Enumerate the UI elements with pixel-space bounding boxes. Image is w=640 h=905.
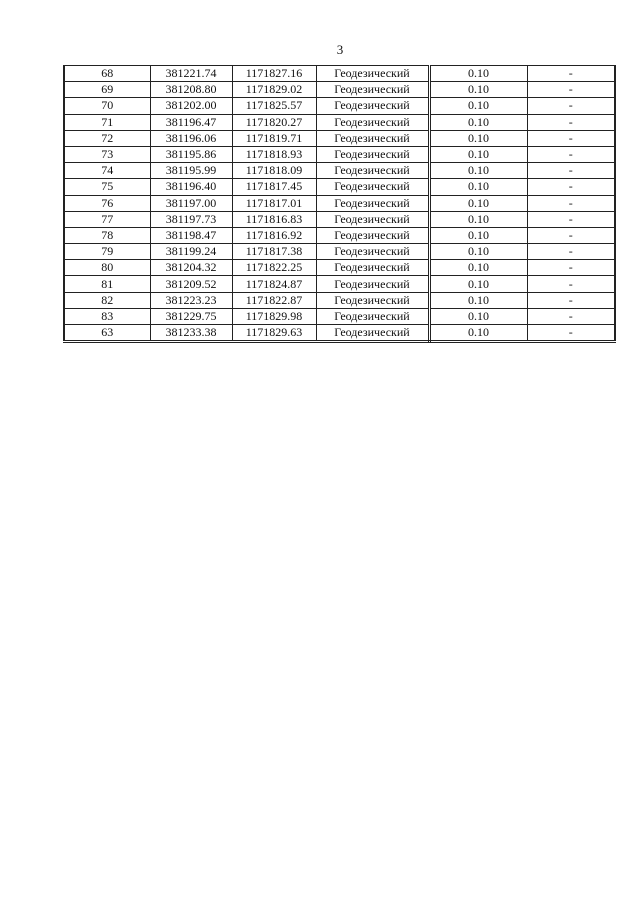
- y-coordinate-cell: 1171822.25: [232, 260, 316, 276]
- description-cell: -: [527, 325, 615, 342]
- y-coordinate-cell: 1171825.57: [232, 98, 316, 114]
- accuracy-cell: 0.10: [429, 260, 527, 276]
- y-coordinate-cell: 1171817.38: [232, 244, 316, 260]
- description-cell: -: [527, 82, 615, 98]
- point-number-cell: 71: [64, 114, 150, 130]
- method-cell: Геодезический: [316, 98, 429, 114]
- table-row: [64, 163, 615, 179]
- accuracy-cell: 0.10: [429, 179, 527, 195]
- point-number-cell: 73: [64, 146, 150, 162]
- point-number-cell: 63: [64, 325, 150, 342]
- x-coordinate-cell: 381204.32: [150, 260, 232, 276]
- description-cell: -: [527, 195, 615, 211]
- table-row: [64, 130, 615, 146]
- x-coordinate-cell: 381196.47: [150, 114, 232, 130]
- accuracy-cell: 0.10: [429, 66, 527, 82]
- x-coordinate-cell: 381221.74: [150, 66, 232, 82]
- table-row: [64, 66, 615, 82]
- y-coordinate-cell: 1171827.16: [232, 66, 316, 82]
- table-row: [64, 98, 615, 114]
- method-cell: Геодезический: [316, 130, 429, 146]
- accuracy-cell: 0.10: [429, 244, 527, 260]
- point-number-cell: 79: [64, 244, 150, 260]
- description-cell: -: [527, 308, 615, 324]
- coordinates-table: [63, 65, 616, 343]
- x-coordinate-cell: 381197.73: [150, 211, 232, 227]
- point-number-cell: 70: [64, 98, 150, 114]
- table-row: [64, 146, 615, 162]
- x-coordinate-cell: 381233.38: [150, 325, 232, 342]
- method-cell: Геодезический: [316, 325, 429, 342]
- accuracy-cell: 0.10: [429, 130, 527, 146]
- y-coordinate-cell: 1171816.92: [232, 227, 316, 243]
- y-coordinate-cell: 1171829.02: [232, 82, 316, 98]
- y-coordinate-cell: 1171824.87: [232, 276, 316, 292]
- table-row: [64, 276, 615, 292]
- point-number-cell: 69: [64, 82, 150, 98]
- method-cell: Геодезический: [316, 195, 429, 211]
- point-number-cell: 83: [64, 308, 150, 324]
- y-coordinate-cell: 1171816.83: [232, 211, 316, 227]
- method-cell: Геодезический: [316, 114, 429, 130]
- x-coordinate-cell: 381223.23: [150, 292, 232, 308]
- table-row: [64, 82, 615, 98]
- table-row: [64, 260, 615, 276]
- x-coordinate-cell: 381198.47: [150, 227, 232, 243]
- x-coordinate-cell: 381196.40: [150, 179, 232, 195]
- page-number: 3: [336, 42, 344, 57]
- method-cell: Геодезический: [316, 211, 429, 227]
- y-coordinate-cell: 1171818.93: [232, 146, 316, 162]
- point-number-cell: 68: [64, 66, 150, 82]
- y-coordinate-cell: 1171817.45: [232, 179, 316, 195]
- method-cell: Геодезический: [316, 163, 429, 179]
- description-cell: -: [527, 227, 615, 243]
- method-cell: Геодезический: [316, 276, 429, 292]
- y-coordinate-cell: 1171829.98: [232, 308, 316, 324]
- description-cell: -: [527, 98, 615, 114]
- description-cell: -: [527, 260, 615, 276]
- x-coordinate-cell: 381196.06: [150, 130, 232, 146]
- method-cell: Геодезический: [316, 292, 429, 308]
- accuracy-cell: 0.10: [429, 195, 527, 211]
- accuracy-cell: 0.10: [429, 211, 527, 227]
- point-number-cell: 74: [64, 163, 150, 179]
- x-coordinate-cell: 381229.75: [150, 308, 232, 324]
- y-coordinate-cell: 1171829.63: [232, 325, 316, 342]
- method-cell: Геодезический: [316, 227, 429, 243]
- x-coordinate-cell: 381202.00: [150, 98, 232, 114]
- point-number-cell: 81: [64, 276, 150, 292]
- accuracy-cell: 0.10: [429, 227, 527, 243]
- table-row: [64, 211, 615, 227]
- point-number-cell: 75: [64, 179, 150, 195]
- description-cell: -: [527, 276, 615, 292]
- description-cell: -: [527, 66, 615, 82]
- accuracy-cell: 0.10: [429, 146, 527, 162]
- x-coordinate-cell: 381197.00: [150, 195, 232, 211]
- method-cell: Геодезический: [316, 308, 429, 324]
- accuracy-cell: 0.10: [429, 325, 527, 342]
- x-coordinate-cell: 381208.80: [150, 82, 232, 98]
- description-cell: -: [527, 211, 615, 227]
- method-cell: Геодезический: [316, 82, 429, 98]
- table-row: [64, 114, 615, 130]
- x-coordinate-cell: 381195.86: [150, 146, 232, 162]
- table-row: [64, 292, 615, 308]
- table-row: [64, 308, 615, 324]
- x-coordinate-cell: 381199.24: [150, 244, 232, 260]
- y-coordinate-cell: 1171820.27: [232, 114, 316, 130]
- description-cell: -: [527, 114, 615, 130]
- point-number-cell: 78: [64, 227, 150, 243]
- accuracy-cell: 0.10: [429, 276, 527, 292]
- accuracy-cell: 0.10: [429, 292, 527, 308]
- description-cell: -: [527, 179, 615, 195]
- method-cell: Геодезический: [316, 260, 429, 276]
- table-row: [64, 179, 615, 195]
- description-cell: -: [527, 146, 615, 162]
- description-cell: -: [527, 163, 615, 179]
- accuracy-cell: 0.10: [429, 163, 527, 179]
- point-number-cell: 82: [64, 292, 150, 308]
- y-coordinate-cell: 1171818.09: [232, 163, 316, 179]
- coordinates-table-body: [64, 66, 615, 342]
- accuracy-cell: 0.10: [429, 98, 527, 114]
- point-number-cell: 77: [64, 211, 150, 227]
- accuracy-cell: 0.10: [429, 114, 527, 130]
- point-number-cell: 80: [64, 260, 150, 276]
- x-coordinate-cell: 381209.52: [150, 276, 232, 292]
- description-cell: -: [527, 130, 615, 146]
- table-row: [64, 195, 615, 211]
- table-row: [64, 227, 615, 243]
- point-number-cell: 72: [64, 130, 150, 146]
- method-cell: Геодезический: [316, 66, 429, 82]
- method-cell: Геодезический: [316, 179, 429, 195]
- table-row: [64, 325, 615, 342]
- y-coordinate-cell: 1171817.01: [232, 195, 316, 211]
- y-coordinate-cell: 1171822.87: [232, 292, 316, 308]
- accuracy-cell: 0.10: [429, 308, 527, 324]
- method-cell: Геодезический: [316, 244, 429, 260]
- accuracy-cell: 0.10: [429, 82, 527, 98]
- method-cell: Геодезический: [316, 146, 429, 162]
- point-number-cell: 76: [64, 195, 150, 211]
- description-cell: -: [527, 292, 615, 308]
- description-cell: -: [527, 244, 615, 260]
- table-row: [64, 244, 615, 260]
- x-coordinate-cell: 381195.99: [150, 163, 232, 179]
- y-coordinate-cell: 1171819.71: [232, 130, 316, 146]
